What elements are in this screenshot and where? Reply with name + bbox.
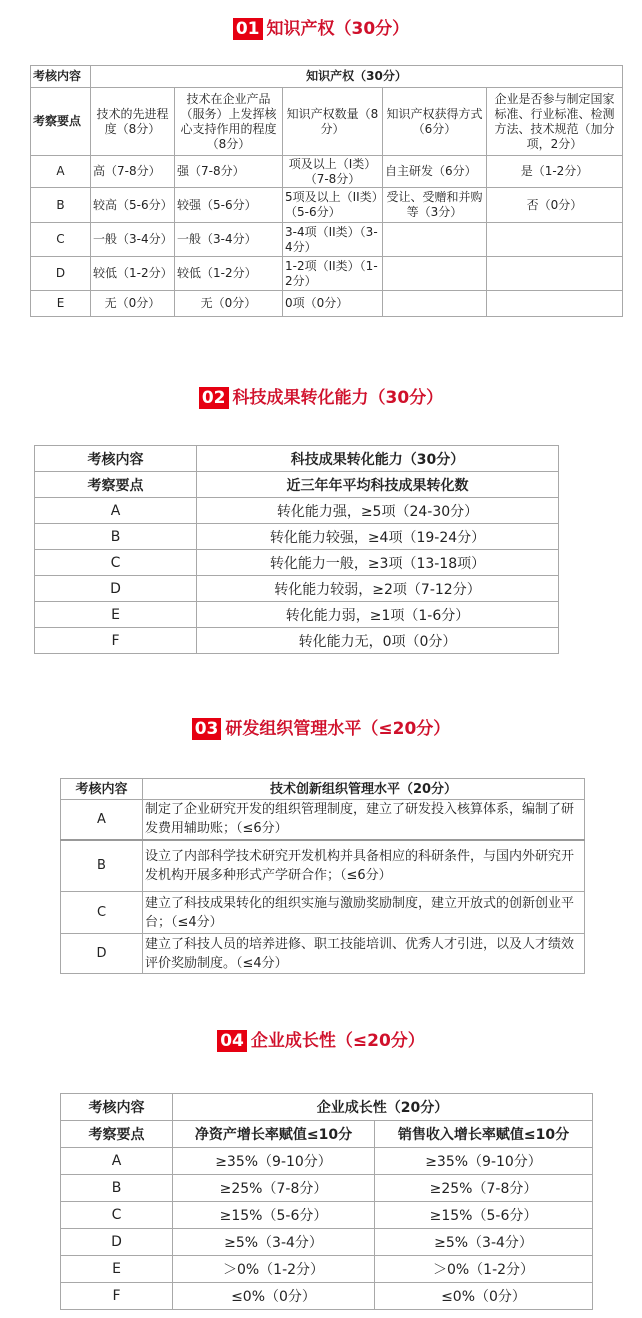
grade-cell: F [61, 1283, 173, 1310]
grade-cell: C [31, 223, 91, 257]
table-row [35, 602, 559, 628]
section-title-transfer [0, 383, 642, 409]
table-row [61, 1121, 593, 1148]
table-cell: 转化能力强，≥5项（24-30分） [197, 498, 559, 524]
column-header: 技术在企业产品（服务）上发挥核心支持作用的程度（8分） [175, 88, 283, 156]
table-row [31, 291, 623, 317]
table-cell [383, 257, 487, 291]
grade-cell: A [61, 800, 143, 840]
grade-cell: C [35, 550, 197, 576]
table-row [61, 892, 585, 934]
table-cell: 较低（1-2分） [175, 257, 283, 291]
grade-cell: D [35, 576, 197, 602]
table-cell [487, 291, 623, 317]
grade-cell: B [61, 1175, 173, 1202]
table-row [31, 257, 623, 291]
table-cell: 无（0分） [91, 291, 175, 317]
table-cell: ＞0%（1-2分） [375, 1256, 593, 1283]
table-row [31, 188, 623, 223]
table-row [35, 628, 559, 654]
table-cell: 设立了内部科学技术研究开发机构并具备相应的科研条件，与国内外研究开发机构开展多种形式产学研合作；（≤6分） [143, 840, 585, 892]
header-points-label: 考察要点 [31, 88, 91, 156]
grade-cell: C [61, 1202, 173, 1229]
grade-cell: F [35, 628, 197, 654]
section-title-ip [0, 14, 642, 40]
table-row [61, 840, 585, 892]
column-header: 知识产权获得方式（6分） [383, 88, 487, 156]
table-cell: 强（7-8分） [175, 156, 283, 188]
section-title-text: 研发组织管理水平（≤20分） [225, 719, 451, 739]
table-row [35, 550, 559, 576]
table-cell: 转化能力较强，≥4项（19-24分） [197, 524, 559, 550]
table-row [35, 576, 559, 602]
section-title-growth [0, 1026, 642, 1052]
table-cell: ≤0%（0分） [173, 1283, 375, 1310]
table-row [35, 446, 559, 472]
table-row [61, 779, 585, 800]
table-row [31, 66, 623, 88]
table-cell: 建立了科技成果转化的组织实施与激励奖励制度，建立开放式的创新创业平台；（≤4分） [143, 892, 585, 934]
header-content-value: 科技成果转化能力（30分） [197, 446, 559, 472]
table-row [35, 498, 559, 524]
table-row [61, 1202, 593, 1229]
table-cell [487, 257, 623, 291]
table-cell [487, 223, 623, 257]
section-number-badge: 03 [192, 718, 222, 740]
table-cell: 制定了企业研究开发的组织管理制度，建立了研发投入核算体系，编制了研发费用辅助账；（≤6分） [143, 800, 585, 840]
table-row [31, 88, 623, 156]
column-header: 销售收入增长率赋值≤10分 [375, 1121, 593, 1148]
table-cell: 转化能力较弱，≥2项（7-12分） [197, 576, 559, 602]
ip-table [30, 65, 623, 317]
header-content-label: 考核内容 [31, 66, 91, 88]
column-header: 净资产增长率赋值≤10分 [173, 1121, 375, 1148]
table-row [61, 1256, 593, 1283]
table-row [35, 472, 559, 498]
table-row [61, 1229, 593, 1256]
grade-cell: E [35, 602, 197, 628]
table-cell: ≥15%（5-6分） [173, 1202, 375, 1229]
section-title-text: 科技成果转化能力（30分） [232, 388, 444, 408]
table-row [61, 1148, 593, 1175]
section-number-badge: 01 [233, 18, 263, 40]
header-content-value: 技术创新组织管理水平（20分） [143, 779, 585, 800]
grade-cell: A [35, 498, 197, 524]
table-cell: ≥25%（7-8分） [375, 1175, 593, 1202]
section-title-rd [0, 714, 642, 740]
grade-cell: B [35, 524, 197, 550]
table-cell: 项及以上（I类）（7-8分） [283, 156, 383, 188]
table-row [61, 1175, 593, 1202]
table-cell: ≥35%（9-10分） [375, 1148, 593, 1175]
table-cell: 转化能力弱，≥1项（1-6分） [197, 602, 559, 628]
table-cell: ≤0%（0分） [375, 1283, 593, 1310]
table-cell: 转化能力无，0项（0分） [197, 628, 559, 654]
table-row [31, 156, 623, 188]
table-cell: 是（1-2分） [487, 156, 623, 188]
table-cell: 建立了科技人员的培养进修、职工技能培训、优秀人才引进，以及人才绩效评价奖励制度。（≤4分） [143, 934, 585, 974]
table-cell: 否（0分） [487, 188, 623, 223]
table-cell: 较高（5-6分） [91, 188, 175, 223]
table-cell: ≥5%（3-4分） [375, 1229, 593, 1256]
rd-table [60, 778, 585, 974]
table-cell: 无（0分） [175, 291, 283, 317]
table-cell [383, 291, 487, 317]
column-header: 企业是否参与制定国家标准、行业标准、检测方法、技术规范（加分项，2分） [487, 88, 623, 156]
table-cell: 自主研发（6分） [383, 156, 487, 188]
table-cell: 一般（3-4分） [91, 223, 175, 257]
header-content-value: 知识产权（30分） [91, 66, 623, 88]
table-row [61, 934, 585, 974]
grade-cell: E [31, 291, 91, 317]
table-cell: 受让、受赠和并购等（3分） [383, 188, 487, 223]
growth-table [60, 1093, 593, 1310]
table-row [35, 524, 559, 550]
grade-cell: D [61, 934, 143, 974]
column-header: 知识产权数量（8分） [283, 88, 383, 156]
header-content-value: 企业成长性（20分） [173, 1094, 593, 1121]
section-title-text: 知识产权（30分） [266, 19, 410, 39]
table-cell: 3-4项（II类）（3-4分） [283, 223, 383, 257]
table-row [61, 1283, 593, 1310]
grade-cell: B [61, 840, 143, 892]
section-number-badge: 02 [199, 387, 229, 409]
header-content-label: 考核内容 [61, 1094, 173, 1121]
grade-cell: A [61, 1148, 173, 1175]
header-points-value: 近三年年平均科技成果转化数 [197, 472, 559, 498]
table-cell: 较低（1-2分） [91, 257, 175, 291]
table-cell: ≥35%（9-10分） [173, 1148, 375, 1175]
table-cell: ≥5%（3-4分） [173, 1229, 375, 1256]
table-cell: ≥15%（5-6分） [375, 1202, 593, 1229]
grade-cell: E [61, 1256, 173, 1283]
section-title-text: 企业成长性（≤20分） [250, 1031, 425, 1051]
column-header: 技术的先进程度（8分） [91, 88, 175, 156]
grade-cell: C [61, 892, 143, 934]
table-cell: 1-2项（II类）（1-2分） [283, 257, 383, 291]
table-cell: ＞0%（1-2分） [173, 1256, 375, 1283]
header-points-label: 考察要点 [35, 472, 197, 498]
grade-cell: D [31, 257, 91, 291]
grade-cell: B [31, 188, 91, 223]
header-points-label: 考察要点 [61, 1121, 173, 1148]
table-cell [383, 223, 487, 257]
table-cell: 高（7-8分） [91, 156, 175, 188]
table-cell: 0项（0分） [283, 291, 383, 317]
transfer-table [34, 445, 559, 654]
table-row [61, 800, 585, 840]
table-cell: 较强（5-6分） [175, 188, 283, 223]
header-content-label: 考核内容 [35, 446, 197, 472]
table-cell: 一般（3-4分） [175, 223, 283, 257]
grade-cell: D [61, 1229, 173, 1256]
table-row [61, 1094, 593, 1121]
table-row [31, 223, 623, 257]
table-cell: 5项及以上（II类）（5-6分） [283, 188, 383, 223]
section-number-badge: 04 [217, 1030, 247, 1052]
table-cell: 转化能力一般，≥3项（13-18项） [197, 550, 559, 576]
header-content-label: 考核内容 [61, 779, 143, 800]
table-cell: ≥25%（7-8分） [173, 1175, 375, 1202]
grade-cell: A [31, 156, 91, 188]
